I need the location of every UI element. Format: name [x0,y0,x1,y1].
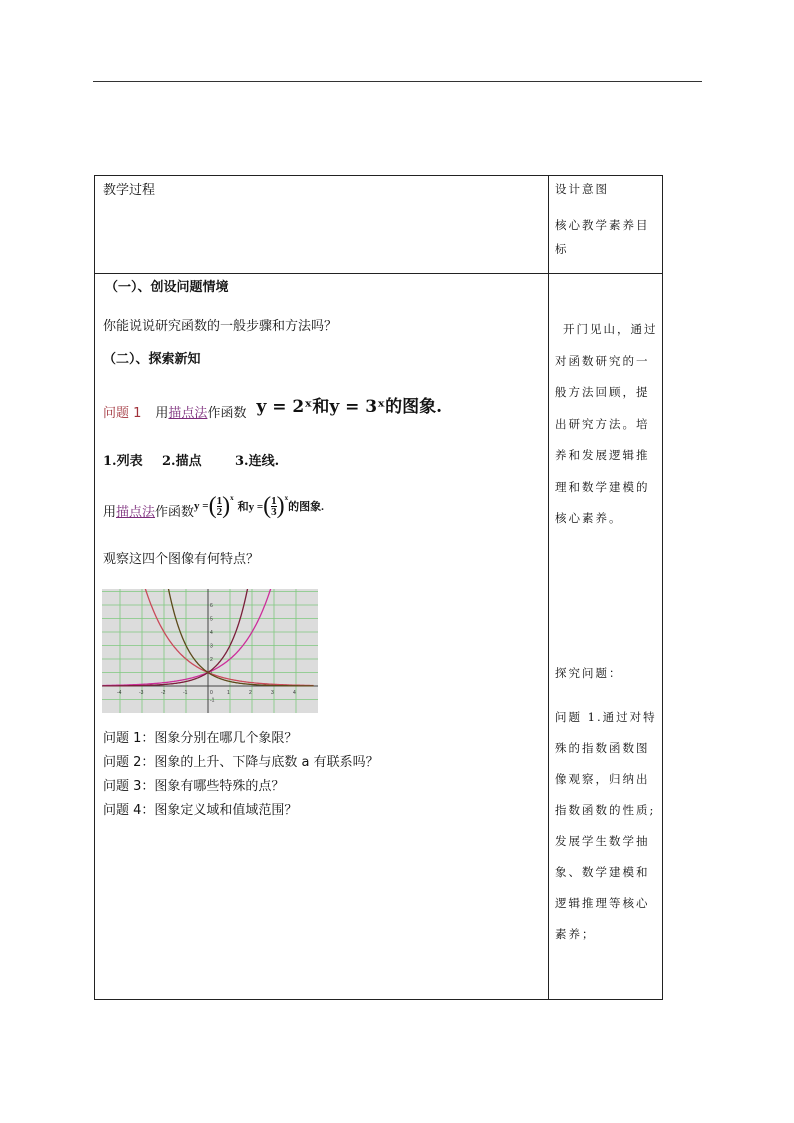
question-2: 问题 2：图象的上升、下降与底数 a 有联系吗？ [103,755,379,770]
problem1-line [103,397,442,421]
frac-num: 1 [216,494,223,507]
problem1b-line [103,491,324,521]
explore-line: 象、数学建模和 [555,865,650,879]
y-tick-label: 4 [210,630,213,636]
y-tick-label: 5 [210,616,213,623]
y-tick-label: 3 [210,643,213,650]
column-divider [548,176,549,999]
formula-tail: 的图象. [288,501,324,513]
exponent: x [230,494,234,502]
y-tick-label: 6 [210,603,213,609]
question-3: 问题 3：图象有哪些特殊的点？ [103,779,285,794]
use2-prefix: 用 [103,505,117,520]
x-tick-label: -3 [139,690,144,696]
frac-den: 2 [216,505,223,518]
intent-line: 对函数研究的一 [555,353,650,368]
header-teaching-process: 教学过程 [103,183,156,198]
lesson-table [94,175,663,1000]
x-tick-label: -4 [117,690,122,696]
explore-title: 探究问题： [555,666,623,680]
header-row-divider [95,273,662,274]
x-tick-label: 2 [249,690,252,696]
explore-line: 问题 1.通过对特 [555,710,657,724]
question-4: 问题 4：图象定义域和值域范围？ [103,803,298,818]
intent-line: 养和发展逻辑推 [555,448,650,462]
section-create-scenario: （一）、创设问题情境 [105,280,229,295]
header-design-intent: 设计意图 [555,182,609,196]
explore-line: 逻辑推理等核心 [555,896,650,910]
frac-den: 3 [271,505,277,518]
y-tick-label: 2 [210,657,213,663]
observe-question: 观察这四个图像有何特点？ [103,552,260,567]
y-tick-label: -1 [210,697,215,704]
exponent: x [284,494,289,502]
x-tick-label: 3 [271,690,274,696]
intro-question: 你能说说研究函数的一般步骤和方法吗？ [103,319,338,334]
x-tick-label: 0 [210,690,213,696]
header-core-literacy-cont: 标 [555,242,569,256]
formula-half-third: y = ( $\frac{1}{2}$ ) $^x$ 和y = ( $\frac{1}{3}$ ) $^x$ 的图象. [194,493,324,519]
x-tick-label: -2 [161,690,166,696]
explore-line: 素养； [555,927,596,941]
intent-line: 理和数学建模的 [555,479,650,494]
explore-line: 发展学生数学抽 [555,834,650,848]
make-function2-text: 作函数 [155,505,195,520]
method2-link[interactable]: 描点法 [116,505,156,520]
intent-line: 开门见山，通过 [563,322,658,336]
step-connect: 3.连线. [235,454,280,469]
use-prefix: 用 [155,406,169,421]
page-header-rule [93,81,702,82]
intent-line: 般方法回顾，提 [555,385,650,399]
frac-num: 1 [271,494,277,507]
formula-y-eq: y = [194,500,209,512]
step-plot: 2.描点 [162,454,202,469]
section-explore: （二）、探索新知 [103,352,201,367]
problem1-label: 问题 1 [103,406,142,421]
question-1: 问题 1：图象分别在哪几个象限？ [103,731,298,746]
y-tick-label: 1 [210,670,213,677]
x-tick-label: -1 [183,690,188,696]
exponential-graph [102,589,318,713]
explore-line: 殊的指数函数图 [555,741,650,755]
x-tick-label: 1 [227,690,230,696]
formula-and-y: 和y = [237,501,264,513]
make-function-text: 作函数 [207,406,247,421]
explore-line: 指数函数的性质; [555,803,656,817]
intent-line: 出研究方法。培 [555,416,650,431]
step-list: 1.列表 [103,454,143,469]
header-core-literacy: 核心教学素养目 [555,218,650,232]
intent-line: 核心素养。 [555,511,623,525]
formula-2x-3x: y = 2ˣ和y = 3ˣ的图象. [256,397,443,417]
explore-line: 像观察，归纳出 [555,772,650,786]
x-tick-label: 4 [293,690,296,696]
method-link[interactable]: 描点法 [168,406,208,421]
